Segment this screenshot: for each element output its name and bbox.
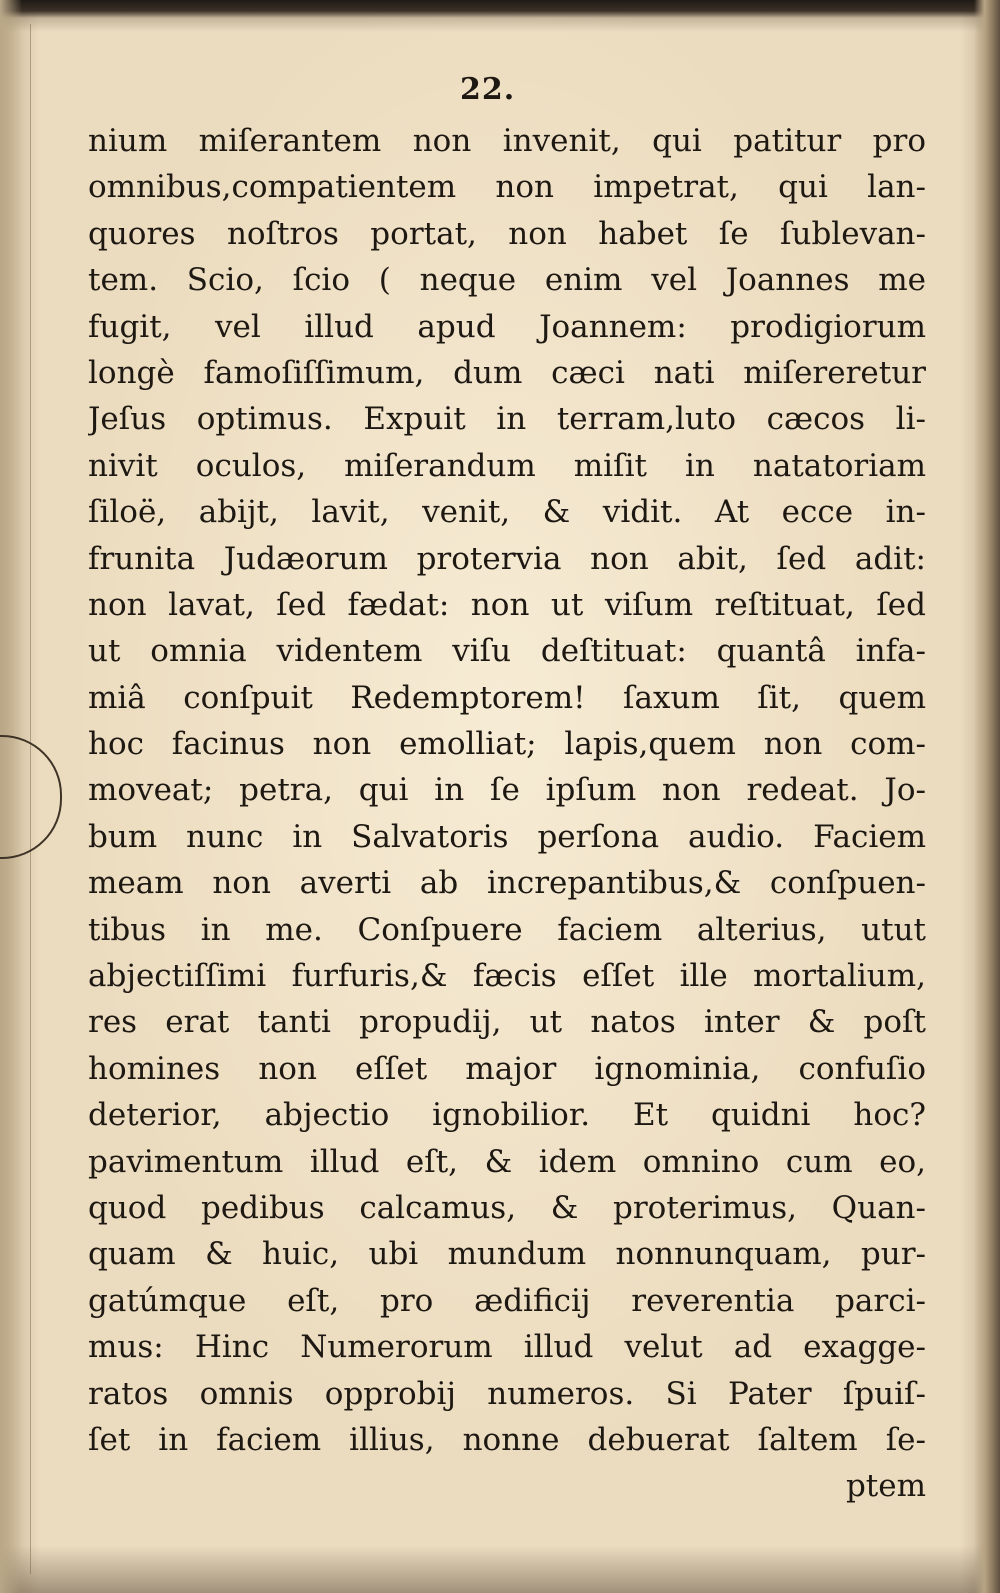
text-line: homines non eſſet major ignominia, confuſio — [88, 1050, 926, 1087]
text-line: ſiloë, abijt, lavit, venit, & vidit. At ecce in- — [88, 494, 926, 531]
binding-shadow — [0, 0, 1000, 18]
text-line: quores noſtros portat, non habet ſe ſublevan- — [88, 215, 926, 252]
text-line: frunita Judæorum protervia non abit, ſed adit: — [88, 540, 926, 577]
text-line: meam non averti ab increpantibus,& conſpuen- — [88, 865, 926, 902]
catchword: ptem — [845, 1468, 926, 1505]
text-line: gatúmque eſt, pro ædificij reverentia parci- — [88, 1282, 926, 1319]
text-line: longè famoſiſſimum, dum cæci nati miſereretur — [88, 354, 926, 391]
text-line: nium miſerantem non invenit, qui patitur pro — [88, 123, 926, 159]
body-text — [88, 118, 926, 1510]
text-line: ratos omnis opprobij numeros. Si Pater ſpuiſ- — [88, 1375, 926, 1412]
text-line: moveat; petra, qui in ſe ipſum non redeat. Jo- — [88, 772, 926, 809]
text-line: bum nunc in Salvatoris perſona audio. Faciem — [88, 818, 926, 855]
text-line: non lavat, ſed fædat: non ut viſum reſtituat, ſed — [88, 586, 926, 623]
text-line: quod pedibus calcamus, & proterimus, Quan- — [88, 1189, 926, 1226]
text-line: ſet in faciem illius, nonne debuerat ſaltem ſe- — [88, 1421, 926, 1458]
text-line: deterior, abjectio ignobilior. Et quidni hoc? — [88, 1097, 926, 1134]
text-line: pavimentum illud eſt, & idem omnino cum eo, — [88, 1143, 926, 1180]
text-line: fugit, vel illud apud Joannem: prodigiorum — [88, 308, 926, 345]
text-line: miâ conſpuit Redemptorem! ſaxum ſit, quem — [88, 679, 926, 716]
text-line: res erat tanti propudij, ut natos inter & poſt — [88, 1004, 926, 1041]
text-line: hoc facinus non emolliat; lapis,quem non com- — [88, 726, 926, 763]
text-line: abjectiſſimi furfuris,& fæcis eſſet ille mortalium, — [88, 958, 926, 995]
text-line: Jeſus optimus. Expuit in terram,luto cæcos li- — [88, 401, 926, 438]
text-line: omnibus,compatientem non impetrat, qui lan- — [88, 169, 926, 206]
text-line: quam & huic, ubi mundum nonnunquam, pur- — [88, 1236, 926, 1273]
thumb-tab-outline — [0, 735, 62, 859]
page-right-edge — [974, 0, 1000, 1593]
text-line: tem. Scio, ſcio ( neque enim vel Joannes me — [88, 262, 926, 299]
page-number: 22. — [460, 72, 516, 107]
text-line: ut omnia videntem viſu deſtituat: quantâ infa- — [88, 633, 926, 670]
text-line: tibus in me. Conſpuere faciem alterius, utut — [88, 911, 926, 948]
text-line: nivit oculos, miſerandum miſit in natatoriam — [88, 447, 926, 484]
text-line: mus: Hinc Numerorum illud velut ad exagge- — [88, 1329, 926, 1366]
